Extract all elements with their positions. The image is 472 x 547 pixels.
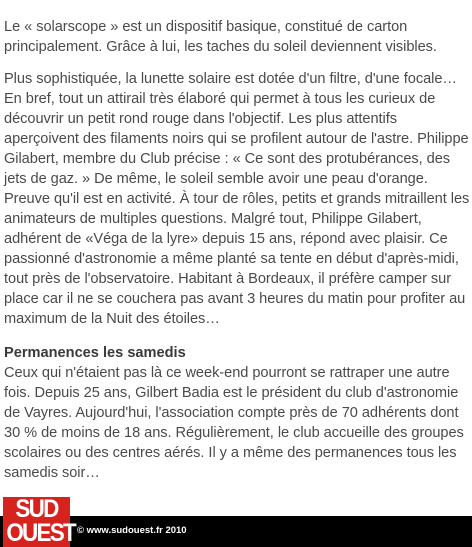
- logo-text-line-1: SUD: [15, 495, 58, 523]
- copyright-text: © www.sudouest.fr 2010: [77, 525, 187, 536]
- article-subheading: Permanences les samedis: [4, 345, 186, 361]
- article-paragraph: Plus sophistiquée, la lunette solaire est dotée d'un filtre, d'une focale… En bref, tout un attirail très élaboré qui permet à tous les curieux de découvrir un petit rond rouge dans l'objectif. Les plus attentifs aperçoivent des filaments noirs qui se profilent autour de l'astre. Philippe Gilabert, membre du Club précise : « Ce sont des protubérances, des jets de gaz. » De même, le soleil semble avoir une peau d'orange. Preuve qu'il est en activité. À tour de rôles, petits et grands mitraillent les animateurs de multiples questions. Malgré tout, Philippe Gilabert, adhérent de «Véga de la lyre» depuis 15 ans, répond avec plaisir. Ce passionné d'astronomie a même planté sa tente en début d'après-midi, tout près de l'observatoire. Habitant à Bordeaux, il préfère camper sur place car il ne se couchera pas avant 3 heures du matin pour profiter au maximum de la Nuit des étoiles…: [4, 71, 470, 327]
- article-paragraph: Ceux qui n'étaient pas là ce week-end pourront se rattraper une autre fois. Depuis 25 ans, Gilbert Badia est le président du club d'astronomie de Vayres. Aujourd'hui, l'association compte près de 70 adhérents dont 30 % de moins de 18 ans. Régulièrement, le club accueille des groupes scolaires ou des centres aérés. Il y a même des permanences tous les samedis soir…: [4, 365, 464, 481]
- logo-text-line-2: OUEST: [6, 519, 75, 547]
- sud-ouest-logo: [3, 495, 75, 547]
- article-paragraph: Le « solarscope » est un dispositif basique, constitué de carton principalement. Grâce à lui, les taches du soleil deviennent visibles.: [4, 19, 437, 55]
- article-body: [4, 0, 470, 483]
